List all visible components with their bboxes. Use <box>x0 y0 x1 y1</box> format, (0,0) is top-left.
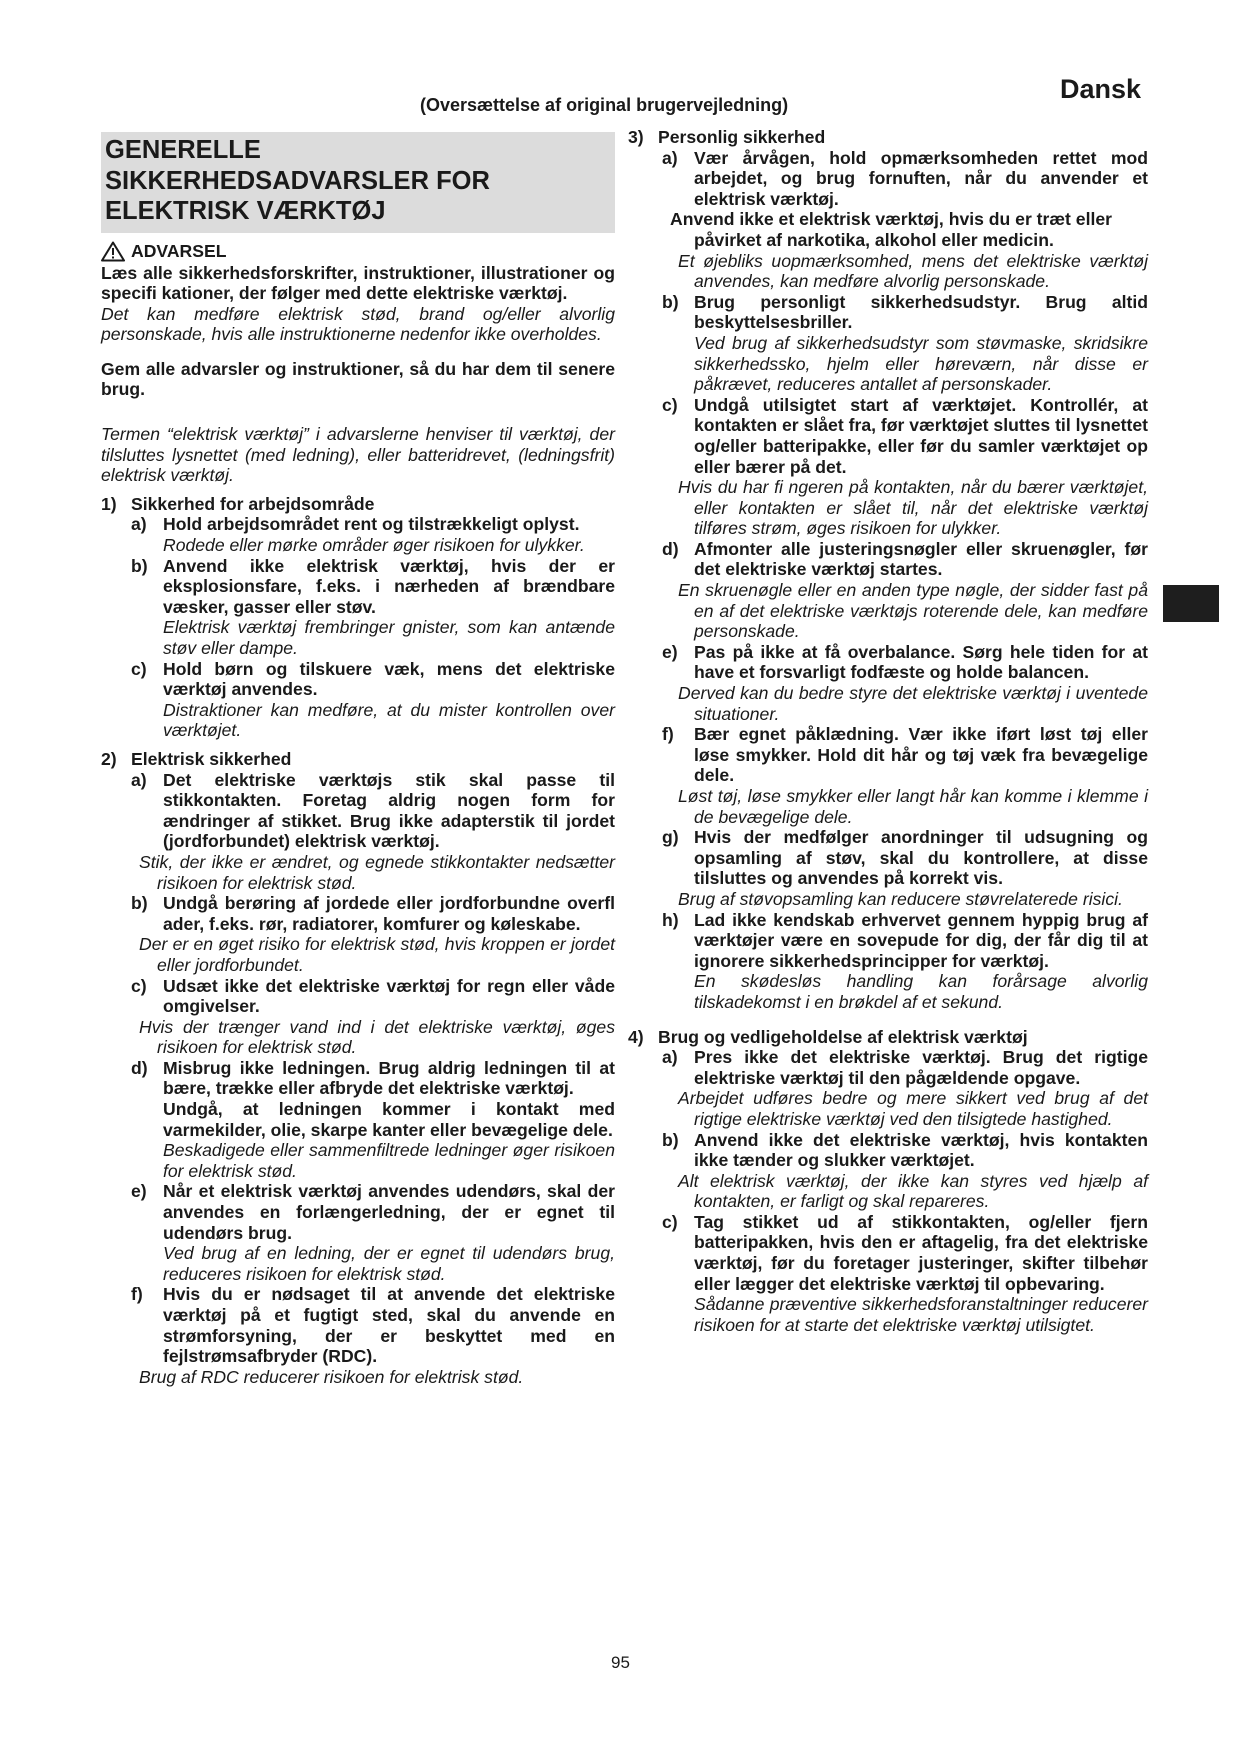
list-item <box>101 556 615 618</box>
warning-triangle-icon <box>101 241 125 262</box>
item-text: Lad ikke kendskab erhvervet gennem hyppig brug af værktøjer være en sovepude for dig, der får dig til at ignorere sikkerhedsprincipper for værktøj. <box>694 909 1148 971</box>
item-note: Løst tøj, løse smykker eller langt hår kan komme i klemme i de bevægelige dele. <box>678 786 1148 827</box>
warning-title <box>101 241 615 262</box>
section-title: Sikkerhed for arbejdsområde <box>131 493 375 514</box>
item-note: En skruenøgle eller en anden type nøgle, der sidder fast på en af det elektriske værktøjs roterende dele, kan medføre personskade. <box>678 580 1148 642</box>
item-label: c) <box>131 658 147 679</box>
item-label: g) <box>662 827 679 848</box>
item-label: c) <box>662 1211 678 1232</box>
item-text: Når et elektrisk værktøj anvendes udendørs, skal der anvendes en forlængerledning, der er egnet til udendørs brug. <box>163 1181 615 1243</box>
item-note: Alt elektrisk værktøj, der ikke kan styres ved hjælp af kontakten, er farligt og skal repareres. <box>678 1170 1148 1212</box>
item-note: Sådanne præventive sikkerhedsforanstaltninger reducerer risikoen for at starte det elektriske værktøj utilsigtet. <box>694 1294 1148 1335</box>
item-text: Pas på ikke at få overbalance. Sørg hele tiden for at have et forsvarligt fodfæste og holde balancen. <box>694 641 1148 683</box>
section-3-heading <box>628 127 1148 148</box>
section-title: Brug og vedligeholdelse af elektrisk værktøj <box>658 1026 1028 1047</box>
section-1-heading <box>101 494 615 515</box>
list-item <box>628 1130 1148 1171</box>
item-label: c) <box>131 975 147 996</box>
list-item <box>628 1047 1148 1088</box>
section-heading <box>101 132 615 233</box>
section-title: Elektrisk sikkerhed <box>131 748 292 769</box>
left-column <box>101 132 615 1387</box>
item-label: b) <box>131 555 148 576</box>
item-label: a) <box>131 514 147 535</box>
item-text: Tag stikket ud af stikkontakten, og/eller fjern batteripakken, hvis den er aftagelig, fra det elektriske værktøj, før du foretager justeringer, skifter tilbehør eller lægger det elektriske værktøj til opbevaring. <box>694 1211 1148 1294</box>
list-item <box>628 910 1148 972</box>
item-text: Hvis du er nødsaget til at anvende det elektriske værktøj på et fugtigt sted, skal du anvende en strømforsyning, der er beskyttet med en fejlstrømsafbryder (RDC). <box>163 1284 615 1367</box>
list-item <box>628 1212 1148 1294</box>
list-item <box>101 893 615 934</box>
item-note: Hvis der trænger vand ind i det elektriske værktøj, øges risikoen for elektrisk stød. <box>139 1016 615 1058</box>
item-note: Stik, der ikke er ændret, og egnede stikkontakter nedsætter risikoen for elektrisk stød. <box>139 851 615 893</box>
list-item <box>628 539 1148 580</box>
section-number: 3) <box>628 127 644 147</box>
item-label: f) <box>131 1284 143 1305</box>
page-number: 95 <box>611 1653 630 1672</box>
item-note: Der er en øget risiko for elektrisk stød, hvis kroppen er jordet eller jordforbundet. <box>139 934 615 975</box>
item-label: h) <box>662 909 679 930</box>
warning-text: Læs alle sikkerhedsforskrifter, instruktioner, illustrationer og specifi kationer, der følger med dette elektriske værktøj. <box>101 262 615 304</box>
item-text: Vær årvågen, hold opmærksomheden rettet mod arbejdet, og brug fornuften, når du anvender et elektrisk værktøj. <box>694 147 1148 209</box>
section-number: 2) <box>101 748 117 769</box>
warning-note: Det kan medføre elektrisk stød, brand og/eller alvorlig personskade, hvis alle instruktionerne nedenfor ikke overholdes. <box>101 303 615 345</box>
item-text: Det elektriske værktøjs stik skal passe til stikkontakten. Foretag aldrig nogen form for ændringer af stikket. Brug ikke adapterstik til jordet (jordforbundet) elektrisk værktøj. <box>163 769 615 852</box>
item-label: a) <box>662 1047 678 1068</box>
item-text: Brug personligt sikkerhedsudstyr. Brug altid beskyttelsesbriller. <box>694 291 1148 333</box>
item-note: Ved brug af sikkerhedsudstyr som støvmaske, skridsikre sikkerhedssko, hjelm eller høreværn, når disse er påkrævet, reduceres antallet af personskader. <box>694 332 1148 395</box>
item-text: Undgå utilsigtet start af værktøjet. Kontrollér, at kontakten er slået fra, før værktøjet sluttes til lysnettet og/eller batteripakke, eller før du samler værktøjet op eller bærer på det. <box>694 394 1148 477</box>
item-text: Bær egnet påklædning. Vær ikke iført løst tøj eller løse smykker. Hold dit hår og tøj væk fra bevægelige dele. <box>694 724 1148 786</box>
language-label: Dansk <box>1060 74 1142 104</box>
section-number: 4) <box>628 1026 644 1047</box>
list-item <box>101 1284 615 1366</box>
item-text: Hold børn og tilskuere væk, mens det elektriske værktøj anvendes. <box>163 658 615 700</box>
item-note: En skødesløs handling kan forårsage alvorlig tilskadekomst i en brøkdel af et sekund. <box>694 971 1148 1012</box>
warning-label: ADVARSEL <box>131 240 227 261</box>
heading-line-3: ELEKTRISK VÆRKTØJ <box>105 197 386 225</box>
heading-line-1: GENERELLE <box>105 136 261 164</box>
item-note: Elektrisk værktøj frembringer gnister, som kan antænde støv eller dampe. <box>163 617 615 658</box>
list-item <box>101 1058 615 1099</box>
list-item <box>628 292 1148 333</box>
section-tab-marker <box>1163 585 1219 622</box>
item-note: Ved brug af en ledning, der er egnet til udendørs brug, reduceres risikoen for elektrisk stød. <box>163 1243 615 1284</box>
item-note: Brug af RDC reducerer risikoen for elektrisk stød. <box>139 1366 524 1387</box>
item-text: Afmonter alle justeringsnøgler eller skruenøgler, før det elektriske værktøj startes. <box>694 538 1148 580</box>
list-item <box>101 1181 615 1243</box>
item-label: c) <box>662 394 678 415</box>
item-text: Hold arbejdsområdet rent og tilstrækkeligt oplyst. <box>163 514 580 535</box>
save-instructions-text: Gem alle advarsler og instruktioner, så du har dem til senere brug. <box>101 358 615 400</box>
list-item <box>101 514 615 535</box>
item-label: b) <box>662 291 679 312</box>
list-item <box>628 827 1148 889</box>
item-label: e) <box>662 641 678 662</box>
list-item <box>101 659 615 700</box>
item-label: d) <box>131 1057 148 1078</box>
list-item <box>628 395 1148 477</box>
item-note: Rodede eller mørke områder øger risikoen for ulykker. <box>163 535 585 556</box>
item-note: Brug af støvopsamling kan reducere støvrelaterede risici. <box>678 888 1123 909</box>
right-column <box>628 127 1148 1335</box>
item-text: Anvend ikke elektrisk værktøj, hvis der er eksplosionsfare, f.eks. i nærheden af brændbare væsker, gasser eller støv. <box>163 555 615 617</box>
item-label: a) <box>131 769 147 790</box>
item-text: Undgå berøring af jordede eller jordforbundne overfl ader, f.eks. rør, radiatorer, komfurer og køleskabe. <box>163 893 615 934</box>
item-note: Distraktioner kan medføre, at du mister kontrollen over værktøjet. <box>163 699 615 741</box>
item-note: Derved kan du bedre styre det elektriske værktøj i uventede situationer. <box>678 683 1148 724</box>
section-number: 1) <box>101 493 117 514</box>
item-text: Udsæt ikke det elektriske værktøj for regn eller våde omgivelser. <box>163 975 615 1017</box>
section-2-heading <box>101 749 615 770</box>
item-note: Beskadigede eller sammenfiltrede ledninger øger risikoen for elektrisk stød. <box>163 1140 615 1181</box>
list-item <box>628 148 1148 210</box>
item-text: Anvend ikke det elektriske værktøj, hvis kontakten ikke tænder og slukker værktøjet. <box>694 1129 1148 1171</box>
item-label: b) <box>662 1129 679 1150</box>
item-text: Misbrug ikke ledningen. Brug aldrig ledningen til at bære, trække eller afbryde det elektriske værktøj. <box>163 1057 615 1099</box>
list-item <box>628 642 1148 683</box>
term-definition-text: Termen “elektrisk værktøj” i advarslerne henviser til værktøj, der tilsluttes lysnettet (med ledning), eller batteridrevet, (ledningsfrit) elektrisk værktøj. <box>101 424 615 486</box>
item-label: f) <box>662 724 674 745</box>
translation-subtitle: (Oversættelse af original brugervejledning) <box>420 95 789 115</box>
heading-line-2: SIKKERHEDSADVARSLER FOR <box>105 166 490 195</box>
section-4-heading <box>628 1027 1148 1048</box>
list-item <box>101 770 615 852</box>
item-extra-text: Anvend ikke et elektrisk værktøj, hvis du er træt eller påvirket af narkotika, alkohol eller medicin. <box>670 209 1112 250</box>
item-text: Pres ikke det elektriske værktøj. Brug det rigtige elektriske værktøj til den pågældende opgave. <box>694 1047 1148 1088</box>
item-label: d) <box>662 538 679 559</box>
item-note: Et øjebliks uopmærksomhed, mens det elektriske værktøj anvendes, kan medføre alvorlig personskade. <box>678 250 1148 292</box>
item-text: Hvis der medfølger anordninger til udsugning og opsamling af støv, skal du kontrollere, at disse tilsluttes og anvendes på korrekt vis. <box>694 827 1148 889</box>
item-label: a) <box>662 147 678 168</box>
item-note: Hvis du har fi ngeren på kontakten, når du bærer værktøjet, eller kontakten er slået til, når det elektriske værktøj tilføres strøm, øges risikoen for ulykker. <box>678 477 1148 539</box>
item-extra-text: Undgå, at ledningen kommer i kontakt med varmekilder, olie, skarpe kanter eller bevægelige dele. <box>163 1099 615 1140</box>
list-item <box>101 976 615 1017</box>
item-label: e) <box>131 1181 147 1202</box>
section-title: Personlig sikkerhed <box>658 127 826 147</box>
item-note: Arbejdet udføres bedre og mere sikkert ved brug af det rigtige elektriske værktøj ved den tilsigtede hastighed. <box>678 1088 1148 1129</box>
list-item <box>628 724 1148 786</box>
item-label: b) <box>131 893 148 914</box>
